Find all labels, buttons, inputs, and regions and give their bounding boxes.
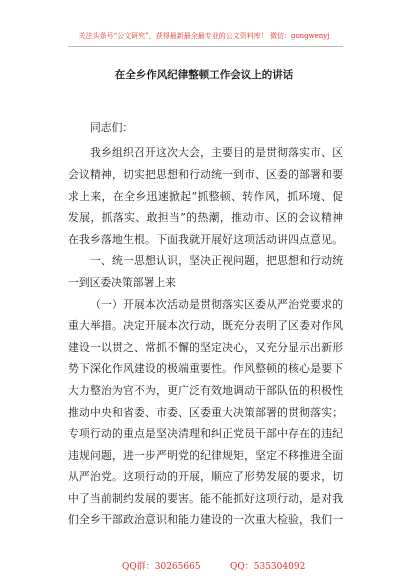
text-line: （一）开展本次活动是贯彻落实区委从严治党要求的 [90,297,343,311]
document-title: 在全乡作风纪律整顿工作会议上的讲话 [114,69,294,81]
text-line: 大力整治为官不为，更广泛有效地调动干部队伍的积极性 [68,383,343,397]
footer-qq-group: QQ群：30265665 [122,562,201,572]
text-line: 求上来，在全乡迅速掀起“抓整顿、转作风，抓环境、促 [68,189,343,203]
text-line: 专项行动的重点是坚决清理和纠正党员干部中存在的违纪 [68,427,343,441]
paragraph-point-one [68,294,343,532]
text-line: 违规问题，进一步严明党的纪律规矩，坚定不移推进全面 [68,448,343,462]
text-line: 们全乡干部政治意识和能力建设的一次重大检验，我们一 [68,513,343,527]
text-line: 推动中央和省委、市委、区委重大决策部署的贯彻落实； [68,405,343,419]
paragraph-intro [68,142,343,250]
salutation: 同志们： [90,121,134,134]
section-heading [68,250,343,293]
text-line: 在我乡落地生根。下面我就开展好这项活动讲四点意见。 [68,232,343,246]
text-line: 重大举措。决定开展本次行动，既充分表明了区委对作风 [68,319,343,333]
text-line: 从严治党。这项行动的开展，顺应了形势发展的要求，切 [68,470,343,484]
text-line: 建设一以贯之、常抓不懈的坚定决心，又充分显示出新形 [68,340,343,354]
text-line: 势下深化作风建设的极端重要性。作风整顿的核心是要下 [68,362,343,376]
text-line: 一到区委决策部署上来 [68,275,176,289]
text-line: 会议精神，切实把思想和行动统一到市、区委的部署和要 [68,167,343,181]
footer-qq: QQ：535304092 [230,562,306,572]
document-body [68,142,343,531]
text-line: 一、统一思想认识，坚决正视问题，把思想和行动统 [90,254,343,268]
text-line: 发展，抓落实、敢担当”的热潮，推动市、区的会议精神 [68,211,343,225]
text-line: 中了当前制约发展的要害。能不能抓好这项行动，是对我 [68,491,343,505]
text-line: 我乡组织召开这次大会，主要目的是贯彻落实市、区 [90,146,343,160]
header-rule [68,46,343,47]
header-banner: 关注头条号“公文研究”，获得最新最全最专业的公文资料库！ 微信：gongwenyj [78,32,330,40]
